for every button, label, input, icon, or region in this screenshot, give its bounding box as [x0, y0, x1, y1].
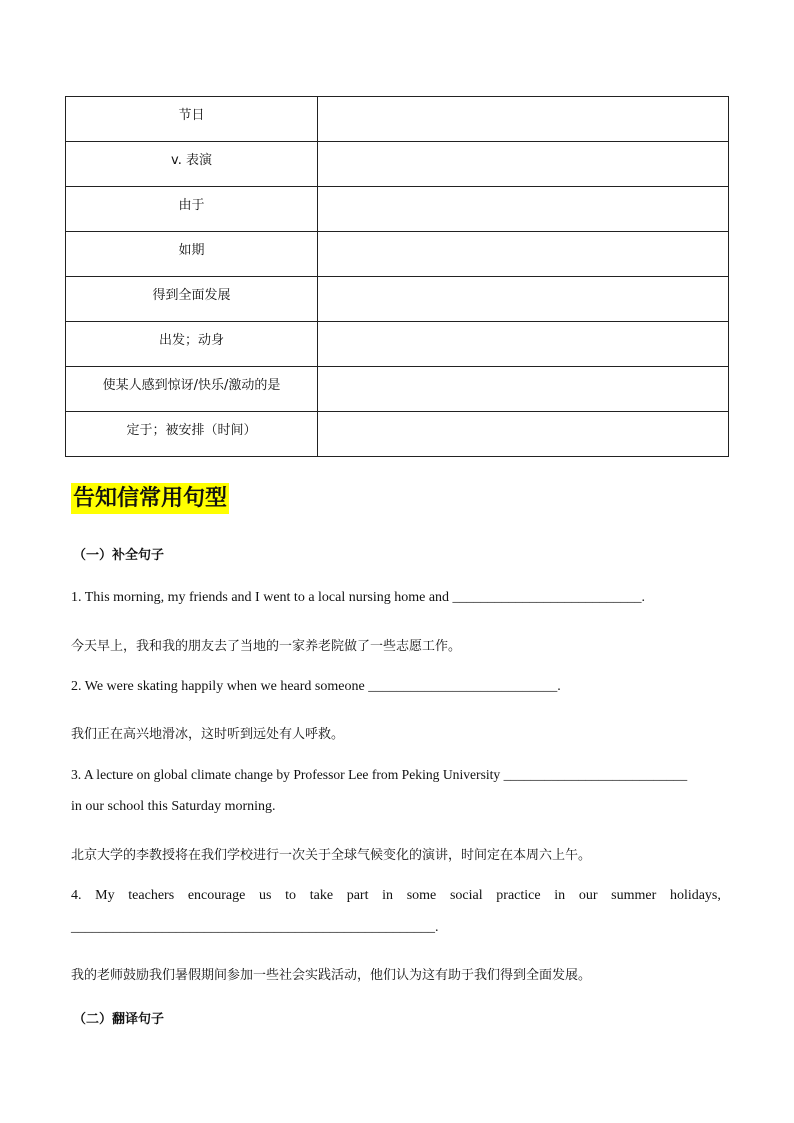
question-1-english: 1. This morning, my friends and I went to a local nursing home and ___________________________.: [71, 590, 646, 605]
section2-title: （二）翻译句子: [73, 1012, 165, 1027]
vocab-row: [66, 232, 729, 277]
vocab-answer-cell[interactable]: [318, 97, 729, 142]
vocab-row: [66, 322, 729, 367]
vocab-chinese-cell: 如期: [66, 232, 318, 277]
question-4-word: in: [554, 888, 566, 903]
vocab-answer-cell[interactable]: [318, 187, 729, 232]
question-4-word: summer: [611, 888, 657, 903]
vocab-row: [66, 412, 729, 457]
question-4-word: part: [346, 888, 369, 903]
section-heading: 告知信常用句型: [71, 483, 229, 514]
question-2-chinese: 我们正在高兴地滑冰，这时听到远处有人呼救。: [71, 727, 345, 742]
vocab-answer-cell[interactable]: [318, 277, 729, 322]
question-4-word: some: [406, 888, 437, 903]
question-4-word: to: [285, 888, 297, 903]
question-4-english-line2: ____________________________________________________.: [71, 920, 439, 935]
vocab-chinese-cell: v. 表演: [66, 142, 318, 187]
question-3-chinese: 北京大学的李教授将在我们学校进行一次关于全球气候变化的演讲，时间定在本周六上午。: [71, 848, 592, 863]
vocab-answer-cell[interactable]: [318, 232, 729, 277]
question-4-word: take: [309, 888, 334, 903]
vocab-chinese-cell: 由于: [66, 187, 318, 232]
question-4-word: encourage: [187, 888, 246, 903]
vocab-table: [65, 96, 729, 457]
question-3-english-line1: 3. A lecture on global climate change by Professor Lee from Peking University ___________________________: [71, 767, 688, 782]
question-4-word: social: [449, 888, 483, 903]
vocab-row: [66, 277, 729, 322]
question-3-english-line2: in our school this Saturday morning.: [71, 799, 276, 814]
question-4-word: teachers: [128, 888, 175, 903]
question-4-chinese: 我的老师鼓励我们暑假期间参加一些社会实践活动，他们认为这有助于我们得到全面发展。: [71, 968, 592, 983]
vocab-chinese-cell: 出发；动身: [66, 322, 318, 367]
question-2-english: 2. We were skating happily when we heard someone ___________________________.: [71, 679, 561, 694]
section1-title: （一）补全句子: [73, 548, 165, 563]
vocab-answer-cell[interactable]: [318, 142, 729, 187]
vocab-chinese-cell: 使某人感到惊讶/快乐/激动的是: [66, 367, 318, 412]
vocab-chinese-cell: 得到全面发展: [66, 277, 318, 322]
vocab-chinese-cell: 节日: [66, 97, 318, 142]
question-4-english-line1: [71, 888, 721, 904]
question-4-word: us: [259, 888, 272, 903]
question-4-word: My: [95, 888, 115, 903]
question-4-word: 4.: [71, 888, 82, 903]
vocab-answer-cell[interactable]: [318, 367, 729, 412]
question-4-word: our: [578, 888, 598, 903]
vocab-answer-cell[interactable]: [318, 412, 729, 457]
question-4-word: in: [382, 888, 394, 903]
vocab-row: [66, 142, 729, 187]
vocab-row: [66, 187, 729, 232]
question-1-chinese: 今天早上，我和我的朋友去了当地的一家养老院做了一些志愿工作。: [71, 639, 462, 654]
vocab-row: [66, 97, 729, 142]
question-4-word: holidays,: [669, 888, 721, 903]
vocab-row: [66, 367, 729, 412]
question-4-word: practice: [496, 888, 541, 903]
vocab-chinese-cell: 定于；被安排（时间）: [66, 412, 318, 457]
vocab-answer-cell[interactable]: [318, 322, 729, 367]
